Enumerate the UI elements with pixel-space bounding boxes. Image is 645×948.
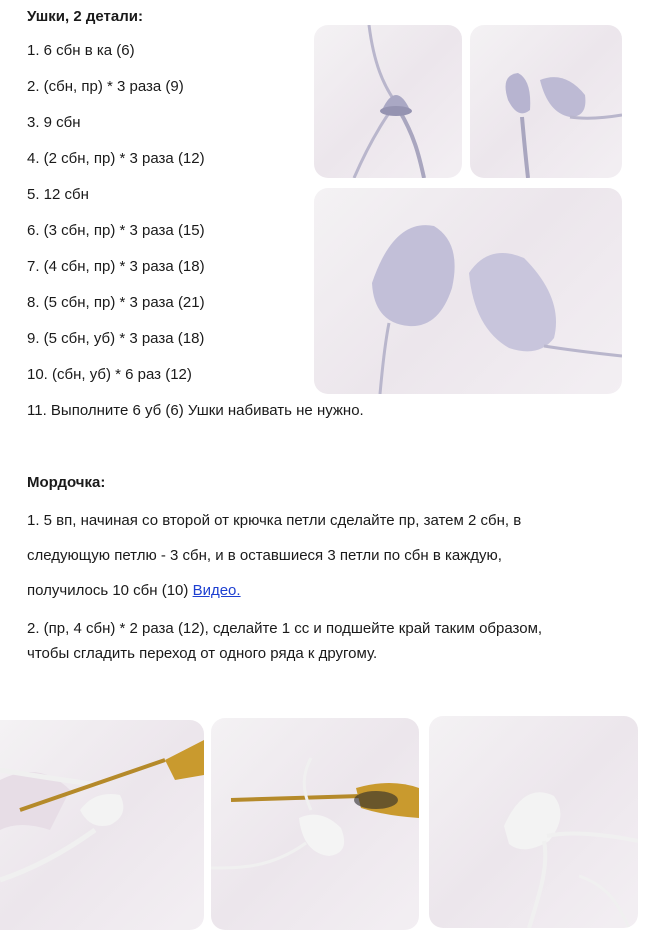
- ear-photo-large-image: [314, 188, 622, 394]
- ears-row-6: 6. (3 сбн, пр) * 3 раза (15): [27, 222, 205, 239]
- muzzle-step1-line1: 1. 5 вп, начиная со второй от крючка петли сделайте пр, затем 2 сбн, в: [27, 512, 522, 529]
- ears-row-1: 1. 6 сбн в ка (6): [27, 42, 135, 59]
- ears-row-7: 7. (4 сбн, пр) * 3 раза (18): [27, 258, 205, 275]
- ears-row-9: 9. (5 сбн, уб) * 3 раза (18): [27, 330, 205, 347]
- muzzle-photo-2-image: [211, 718, 419, 930]
- muzzle-step1-line2: следующую петлю - 3 сбн, и в оставшиеся 3 петли по сбн в каждую,: [27, 547, 502, 564]
- muzzle-step2-line2: чтобы сгладить переход от одного ряда к другому.: [27, 645, 378, 662]
- muzzle-photo-1: [0, 720, 204, 930]
- ear-photo-small-2-image: [470, 25, 622, 178]
- muzzle-photo-2: [211, 718, 419, 930]
- muzzle-step1-line3-text: получилось 10 сбн (10): [27, 582, 189, 599]
- muzzle-photo-3-image: [429, 716, 638, 928]
- ear-photo-small-2: [470, 25, 622, 178]
- muzzle-photo-3: [429, 716, 638, 928]
- ear-photo-small-1-image: [314, 25, 462, 178]
- muzzle-heading: Мордочка:: [27, 474, 106, 491]
- ears-row-2: 2. (сбн, пр) * 3 раза (9): [27, 78, 184, 95]
- video-link[interactable]: Видео.: [192, 582, 241, 599]
- muzzle-step2-line1: 2. (пр, 4 сбн) * 2 раза (12), сделайте 1 сс и подшейте край таким образом,: [27, 620, 543, 637]
- ears-row-11: 11. Выполните 6 уб (6) Ушки набивать не нужно.: [27, 402, 364, 419]
- ears-heading: Ушки, 2 детали:: [27, 8, 143, 25]
- ears-row-4: 4. (2 сбн, пр) * 3 раза (12): [27, 150, 205, 167]
- muzzle-step1-line3: [27, 582, 241, 599]
- ears-row-5: 5. 12 сбн: [27, 186, 89, 203]
- ears-row-10: 10. (сбн, уб) * 6 раз (12): [27, 366, 192, 383]
- ears-row-3: 3. 9 сбн: [27, 114, 81, 131]
- ear-photo-small-1: [314, 25, 462, 178]
- muzzle-photo-1-image: [0, 720, 204, 930]
- ear-photo-large: [314, 188, 622, 394]
- ears-row-8: 8. (5 сбн, пр) * 3 раза (21): [27, 294, 205, 311]
